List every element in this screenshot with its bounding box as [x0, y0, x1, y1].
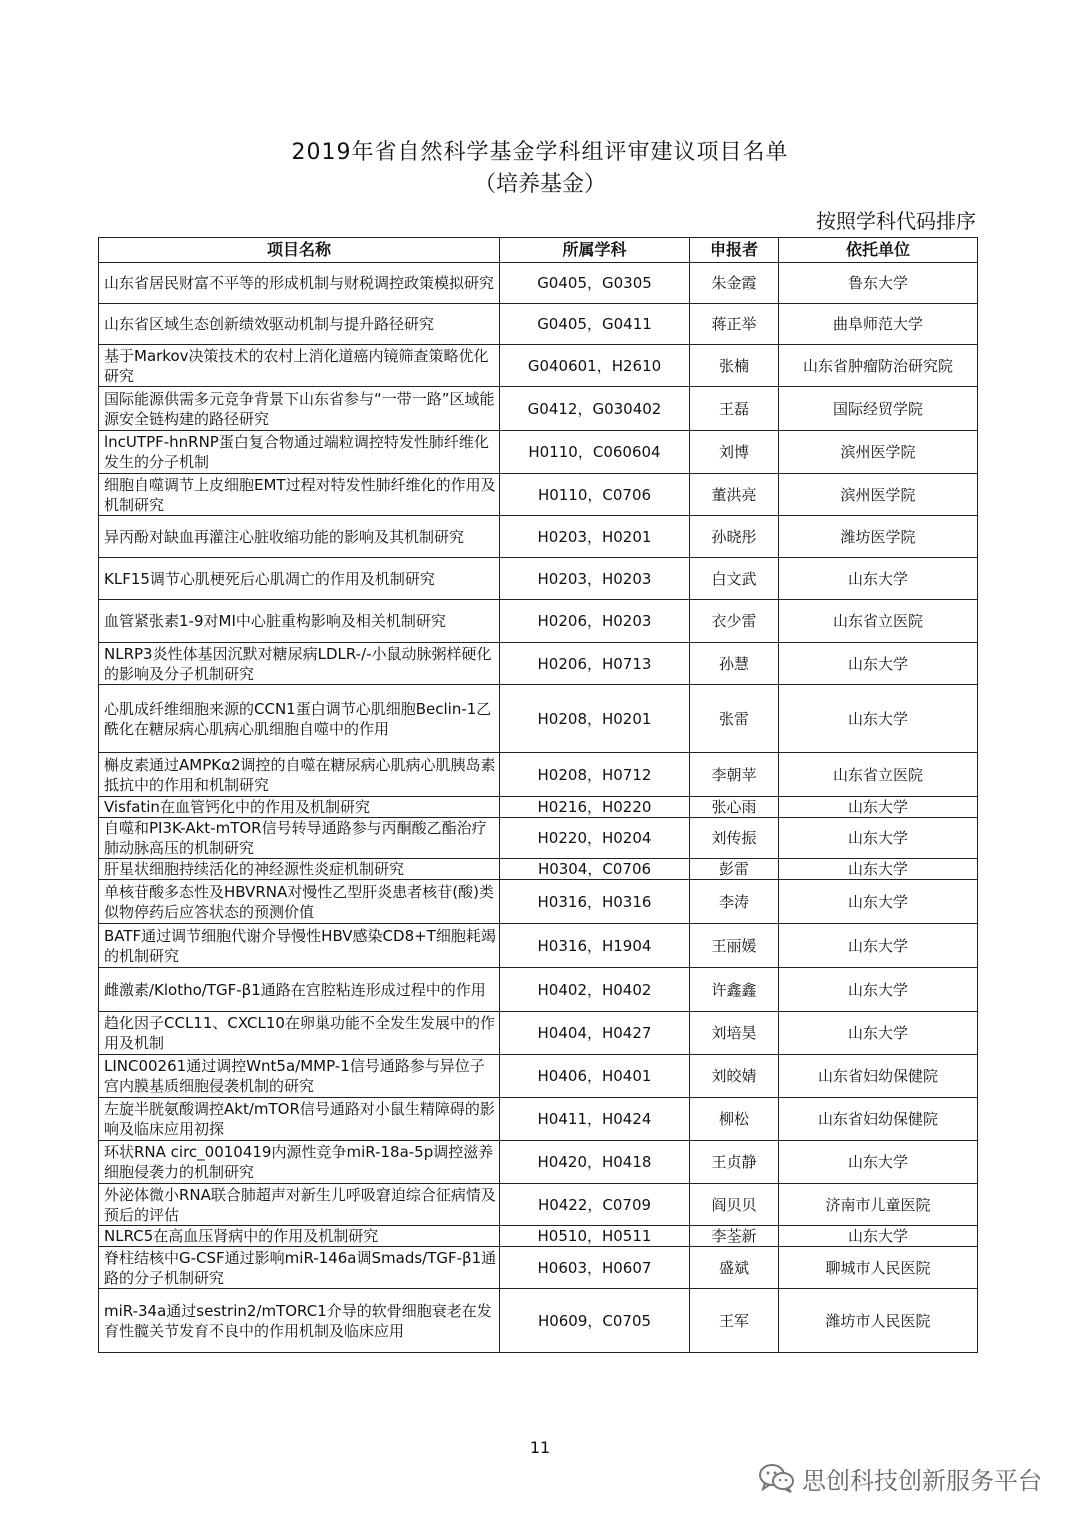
document-subtitle: （培养基金） [473, 172, 606, 197]
project-table [98, 237, 978, 1353]
subject-cell: H0406，H0401 [500, 1055, 690, 1098]
subject-cell: H0206，H0203 [500, 600, 690, 643]
subject-cell: H0208，H0712 [500, 753, 690, 797]
subject-cell: H0203，H0201 [500, 516, 690, 558]
unit-cell: 鲁东大学 [779, 263, 978, 304]
header-subject: 所属学科 [500, 238, 690, 263]
unit-cell: 济南市儿童医院 [779, 1184, 978, 1226]
unit-cell: 山东大学 [779, 1012, 978, 1055]
applicant-cell: 衣少雷 [690, 600, 779, 643]
project-name-cell: 山东省区域生态创新绩效驱动机制与提升路径研究 [99, 304, 500, 345]
unit-cell: 山东大学 [779, 818, 978, 859]
project-name-cell: NLRP3炎性体基因沉默对糖尿病LDLR-/-小鼠动脉粥样硬化的影响及分子机制研究 [99, 643, 500, 685]
subject-cell: H0110，C060604 [500, 431, 690, 474]
subject-cell: H0603，H0607 [500, 1247, 690, 1289]
subject-cell: H0110，C0706 [500, 474, 690, 516]
table-row [99, 859, 978, 880]
project-name-cell: miR-34a通过sestrin2/mTORC1介导的软骨细胞衰老在发育性髋关节发育不良中的作用机制及临床应用 [99, 1289, 500, 1353]
applicant-cell: 李涛 [690, 880, 779, 924]
table-row [99, 304, 978, 345]
subject-cell: H0609，C0705 [500, 1289, 690, 1353]
applicant-cell: 彭雷 [690, 859, 779, 880]
table-header-row [99, 238, 978, 263]
page-number: 11 [529, 1438, 551, 1457]
applicant-cell: 刘传振 [690, 818, 779, 859]
applicant-cell: 柳松 [690, 1098, 779, 1141]
subject-cell: H0316，H0316 [500, 880, 690, 924]
header-applicant: 申报者 [690, 238, 779, 263]
applicant-cell: 张楠 [690, 345, 779, 387]
project-name-cell: NLRC5在高血压肾病中的作用及机制研究 [99, 1226, 500, 1247]
project-name-cell: 趋化因子CCL11、CXCL10在卵巢功能不全发生发展中的作用及机制 [99, 1012, 500, 1055]
unit-cell: 山东大学 [779, 968, 978, 1012]
project-name-cell: 异丙酚对缺血再灌注心脏收缩功能的影响及其机制研究 [99, 516, 500, 558]
applicant-cell: 王军 [690, 1289, 779, 1353]
header-unit: 依托单位 [779, 238, 978, 263]
unit-cell: 山东大学 [779, 1226, 978, 1247]
watermark [758, 1461, 1042, 1495]
project-name-cell: 基于Markov决策技术的农村上消化道癌内镜筛查策略优化研究 [99, 345, 500, 387]
unit-cell: 山东大学 [779, 859, 978, 880]
sort-note: 按照学科代码排序 [816, 209, 976, 233]
project-name-cell: lncUTPF-hnRNP蛋白复合物通过端粒调控特发性肺纤维化发生的分子机制 [99, 431, 500, 474]
table-row [99, 797, 978, 818]
project-name-cell: 自噬和PI3K-Akt-mTOR信号转导通路参与丙酮酸乙酯治疗肺动脉高压的机制研究 [99, 818, 500, 859]
table-row [99, 516, 978, 558]
unit-cell: 滨州医学院 [779, 431, 978, 474]
subject-cell: H0304，C0706 [500, 859, 690, 880]
table-row [99, 968, 978, 1012]
project-name-cell: 槲皮素通过AMPKα2调控的自噬在糖尿病心肌病心肌胰岛素抵抗中的作用和机制研究 [99, 753, 500, 797]
unit-cell: 潍坊医学院 [779, 516, 978, 558]
table-row [99, 880, 978, 924]
unit-cell: 山东省立医院 [779, 753, 978, 797]
subject-cell: H0420，H0418 [500, 1141, 690, 1184]
subject-cell: H0220，H0204 [500, 818, 690, 859]
unit-cell: 山东大学 [779, 558, 978, 600]
applicant-cell: 阎贝贝 [690, 1184, 779, 1226]
applicant-cell: 白文武 [690, 558, 779, 600]
applicant-cell: 孙慧 [690, 643, 779, 685]
table-body [99, 263, 978, 1353]
table-row [99, 474, 978, 516]
project-name-cell: 外泌体微小RNA联合肺超声对新生儿呼吸窘迫综合征病情及预后的评估 [99, 1184, 500, 1226]
table-row [99, 753, 978, 797]
wechat-icon [758, 1463, 796, 1493]
table-row [99, 1055, 978, 1098]
subject-cell: H0203，H0203 [500, 558, 690, 600]
unit-cell: 山东大学 [779, 880, 978, 924]
unit-cell: 山东大学 [779, 797, 978, 818]
subject-cell: H0316，H1904 [500, 924, 690, 968]
project-name-cell: 山东省居民财富不平等的形成机制与财税调控政策模拟研究 [99, 263, 500, 304]
applicant-cell: 张雷 [690, 685, 779, 753]
subject-cell: G0405，G0305 [500, 263, 690, 304]
project-name-cell: 心肌成纤维细胞来源的CCN1蛋白调节心肌细胞Beclin-1乙酰化在糖尿病心肌病心肌细胞自噬中的作用 [99, 685, 500, 753]
table-row [99, 345, 978, 387]
unit-cell: 滨州医学院 [779, 474, 978, 516]
subject-cell: H0208，H0201 [500, 685, 690, 753]
subject-cell: H0206，H0713 [500, 643, 690, 685]
table-row [99, 600, 978, 643]
unit-cell: 山东省妇幼保健院 [779, 1055, 978, 1098]
unit-cell: 山东省妇幼保健院 [779, 1098, 978, 1141]
applicant-cell: 李荃新 [690, 1226, 779, 1247]
project-name-cell: 雌激素/Klotho/TGF-β1通路在宫腔粘连形成过程中的作用 [99, 968, 500, 1012]
applicant-cell: 张心雨 [690, 797, 779, 818]
applicant-cell: 许鑫鑫 [690, 968, 779, 1012]
unit-cell: 山东省肿瘤防治研究院 [779, 345, 978, 387]
table-row [99, 1098, 978, 1141]
project-name-cell: LINC00261通过调控Wnt5a/MMP-1信号通路参与异位子宫内膜基质细胞侵袭机制的研究 [99, 1055, 500, 1098]
applicant-cell: 王贞静 [690, 1141, 779, 1184]
unit-cell: 山东大学 [779, 685, 978, 753]
table-row [99, 387, 978, 431]
table-row [99, 685, 978, 753]
project-name-cell: Visfatin在血管钙化中的作用及机制研究 [99, 797, 500, 818]
applicant-cell: 朱金霞 [690, 263, 779, 304]
project-name-cell: 单核苷酸多态性及HBVRNA对慢性乙型肝炎患者核苷(酸)类似物停药后应答状态的预测价值 [99, 880, 500, 924]
project-name-cell: 肝星状细胞持续活化的神经源性炎症机制研究 [99, 859, 500, 880]
project-name-cell: 环状RNA circ_0010419内源性竞争miR-18a-5p调控滋养细胞侵袭力的机制研究 [99, 1141, 500, 1184]
unit-cell: 山东省立医院 [779, 600, 978, 643]
unit-cell: 国际经贸学院 [779, 387, 978, 431]
table-row [99, 1289, 978, 1353]
table-row [99, 1141, 978, 1184]
subject-cell: G0405，G0411 [500, 304, 690, 345]
table-row [99, 1012, 978, 1055]
applicant-cell: 孙晓彤 [690, 516, 779, 558]
subject-cell: H0411，H0424 [500, 1098, 690, 1141]
subject-cell: G0412，G030402 [500, 387, 690, 431]
applicant-cell: 刘培昊 [690, 1012, 779, 1055]
table-row [99, 1226, 978, 1247]
unit-cell: 山东大学 [779, 924, 978, 968]
watermark-text: 思创科技创新服务平台 [802, 1466, 1042, 1495]
unit-cell: 山东大学 [779, 643, 978, 685]
table-row [99, 558, 978, 600]
table-row [99, 924, 978, 968]
project-name-cell: 脊柱结核中G-CSF通过影响miR-146a调Smads/TGF-β1通路的分子机制研究 [99, 1247, 500, 1289]
subject-cell: H0404，H0427 [500, 1012, 690, 1055]
subject-cell: G040601，H2610 [500, 345, 690, 387]
subject-cell: H0422，C0709 [500, 1184, 690, 1226]
applicant-cell: 刘博 [690, 431, 779, 474]
project-name-cell: BATF通过调节细胞代谢介导慢性HBV感染CD8+T细胞耗竭的机制研究 [99, 924, 500, 968]
applicant-cell: 蒋正举 [690, 304, 779, 345]
document-title: 2019年省自然科学基金学科组评审建议项目名单 [291, 140, 789, 165]
subject-cell: H0510，H0511 [500, 1226, 690, 1247]
unit-cell: 聊城市人民医院 [779, 1247, 978, 1289]
project-name-cell: 血管紧张素1-9对MI中心脏重构影响及相关机制研究 [99, 600, 500, 643]
applicant-cell: 李朝苹 [690, 753, 779, 797]
subject-cell: H0216，H0220 [500, 797, 690, 818]
table-row [99, 818, 978, 859]
applicant-cell: 董洪亮 [690, 474, 779, 516]
applicant-cell: 王磊 [690, 387, 779, 431]
table-row [99, 643, 978, 685]
table-row [99, 431, 978, 474]
table-row [99, 263, 978, 304]
unit-cell: 山东大学 [779, 1141, 978, 1184]
applicant-cell: 刘皎婧 [690, 1055, 779, 1098]
applicant-cell: 盛斌 [690, 1247, 779, 1289]
unit-cell: 曲阜师范大学 [779, 304, 978, 345]
project-name-cell: 细胞自噬调节上皮细胞EMT过程对特发性肺纤维化的作用及机制研究 [99, 474, 500, 516]
table-row [99, 1184, 978, 1226]
project-name-cell: KLF15调节心肌梗死后心肌凋亡的作用及机制研究 [99, 558, 500, 600]
subject-cell: H0402，H0402 [500, 968, 690, 1012]
header-project-name: 项目名称 [99, 238, 500, 263]
applicant-cell: 王丽媛 [690, 924, 779, 968]
project-name-cell: 左旋半胱氨酸调控Akt/mTOR信号通路对小鼠生精障碍的影响及临床应用初探 [99, 1098, 500, 1141]
project-name-cell: 国际能源供需多元竞争背景下山东省参与“一带一路”区域能源安全链构建的路径研究 [99, 387, 500, 431]
unit-cell: 潍坊市人民医院 [779, 1289, 978, 1353]
table-row [99, 1247, 978, 1289]
